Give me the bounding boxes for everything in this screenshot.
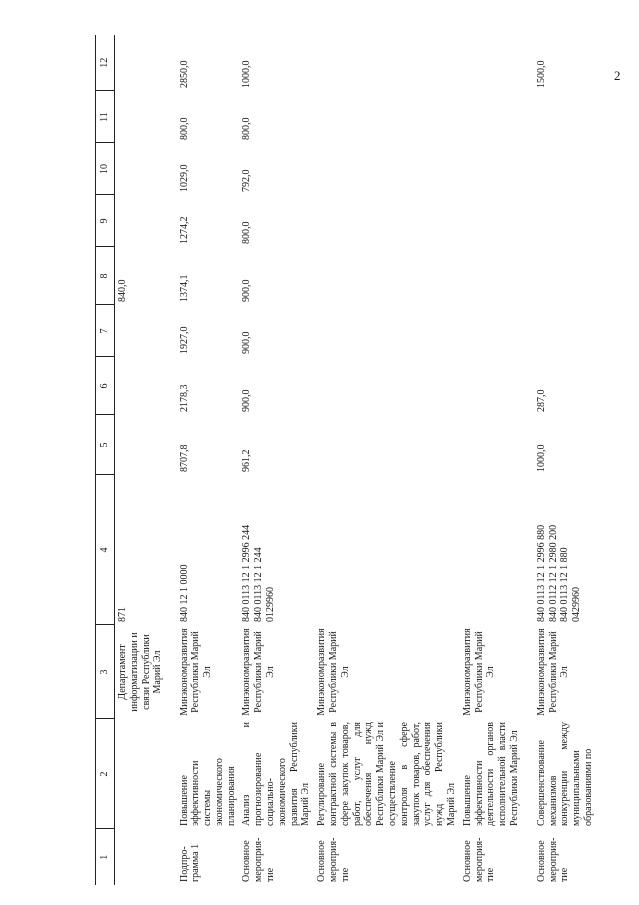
cell-name: Анализ и прогнозирование социально-экономического развития Республики Марий Эл: [241, 722, 312, 826]
page-number: 2: [614, 68, 621, 83]
cell-value: [534, 247, 597, 305]
cell-status: Основное мероприя-тие: [461, 837, 497, 882]
cell-value: 287,0: [535, 389, 547, 412]
cell-codes: 840 0113 12 1 2996 880 840 0112 12 1 2980 200 840 0113 12 1 880 0429960: [535, 524, 583, 622]
cell-status: Основное мероприя-тие: [241, 837, 277, 882]
table-row: [115, 35, 177, 885]
cell-status: Подпро-грамма 1: [178, 843, 202, 882]
col-header: 8: [96, 247, 115, 305]
cell-value: 840,0: [117, 279, 128, 302]
cell-executor: Минэкономразвития Республики Марий Эл: [241, 628, 277, 716]
cell-value: 1274,2: [178, 216, 190, 244]
program-table: [95, 35, 597, 885]
table-header-row: [96, 35, 115, 885]
cell-value: [115, 305, 177, 357]
cell-value: [460, 415, 534, 475]
cell-value: [460, 143, 534, 195]
cell-value: 900,0: [241, 279, 253, 302]
cell-value: 961,2: [241, 449, 253, 472]
cell-value: 2850,0: [178, 60, 190, 88]
cell-value: 1000,0: [535, 444, 547, 472]
cell-value: [115, 357, 177, 415]
cell-value: [534, 143, 597, 195]
cell-codes: 840 12 1 0000: [178, 564, 190, 622]
cell-value: 1927,0: [178, 326, 190, 354]
cell-value: 8707,8: [178, 444, 190, 472]
cell-value: [460, 305, 534, 357]
cell-value: 800,0: [241, 117, 253, 140]
cell-value: [115, 91, 177, 143]
col-header: 12: [96, 35, 115, 91]
cell-name: Совершенствование механизмов конкуренции между муниципальными образованиями по: [535, 722, 595, 826]
col-header: 3: [96, 625, 115, 719]
cell-value: 1000,0: [241, 60, 253, 88]
table-row: [177, 35, 240, 885]
cell-executor: Минэкономразвития Республики Марий Эл: [178, 628, 214, 716]
cell-value: [460, 195, 534, 247]
cell-status: Основное мероприя-тие: [316, 837, 351, 882]
cell-value: [534, 195, 597, 247]
col-header: 10: [96, 143, 115, 195]
cell-value: 1500,0: [535, 60, 547, 88]
cell-value: [314, 357, 460, 415]
table-row: [534, 35, 597, 885]
cell-value: [115, 35, 177, 91]
cell-name: Регулирование контрактной системы в сфере закупок товаров, работ, услуг для обеспечения нужд Республики Марий Эл и осуществление контроля в сфере закупок товаров, работ, услуг для обеспечения нужд Республики Марий Эл: [316, 722, 458, 826]
cell-value: [460, 357, 534, 415]
cell-value: [314, 415, 460, 475]
cell-value: 1029,0: [178, 164, 190, 192]
col-header: 1: [96, 829, 115, 885]
cell-executor: Минэкономразвития Республики Марий Эл: [316, 628, 351, 716]
col-header: 5: [96, 415, 115, 475]
cell-value: [460, 91, 534, 143]
cell-value: [115, 143, 177, 195]
cell-value: [115, 415, 177, 475]
cell-value: [460, 35, 534, 91]
cell-name: [115, 719, 177, 829]
cell-executor: Департамент информатизации и связи Республики Марий Эл: [117, 632, 164, 712]
cell-value: [314, 305, 460, 357]
cell-value: [314, 91, 460, 143]
cell-value: [115, 195, 177, 247]
cell-name: Повышение эффективности деятельности органов исполнительной власти Республики Марий Эл: [461, 722, 521, 826]
cell-status: Основное мероприя-тие: [535, 837, 571, 882]
cell-executor: Минэкономразвития Республики Марий Эл: [535, 628, 571, 716]
col-header: 11: [96, 91, 115, 143]
table-row: [239, 35, 314, 885]
col-header: 6: [96, 357, 115, 415]
col-header: 7: [96, 305, 115, 357]
cell-value: [314, 143, 460, 195]
cell-value: [314, 247, 460, 305]
cell-value: 800,0: [241, 221, 253, 244]
cell-value: [460, 247, 534, 305]
cell-codes: [460, 475, 534, 625]
cell-value: [314, 35, 460, 91]
col-header: 4: [96, 475, 115, 625]
cell-value: [534, 305, 597, 357]
col-header: 2: [96, 719, 115, 829]
cell-codes: 840 0113 12 1 2996 244 840 0113 12 1 244 0129960: [241, 524, 277, 622]
table-row: [314, 35, 460, 885]
cell-value: 792,0: [241, 169, 253, 192]
cell-value: 900,0: [241, 389, 253, 412]
cell-value: [534, 91, 597, 143]
cell-codes: [314, 475, 460, 625]
cell-executor: Минэкономразвития Республики Марий Эл: [461, 628, 497, 716]
cell-value: 1374,1: [178, 274, 190, 302]
cell-value: 900,0: [241, 331, 253, 354]
cell-value: 800,0: [178, 117, 190, 140]
cell-status: [115, 829, 177, 885]
cell-name: Повышение эффективности системы экономического планирования: [178, 758, 237, 826]
cell-codes: 871: [117, 607, 128, 622]
cell-value: [314, 195, 460, 247]
cell-value: 2178,3: [178, 384, 190, 412]
col-header: 9: [96, 195, 115, 247]
table-row: [460, 35, 534, 885]
